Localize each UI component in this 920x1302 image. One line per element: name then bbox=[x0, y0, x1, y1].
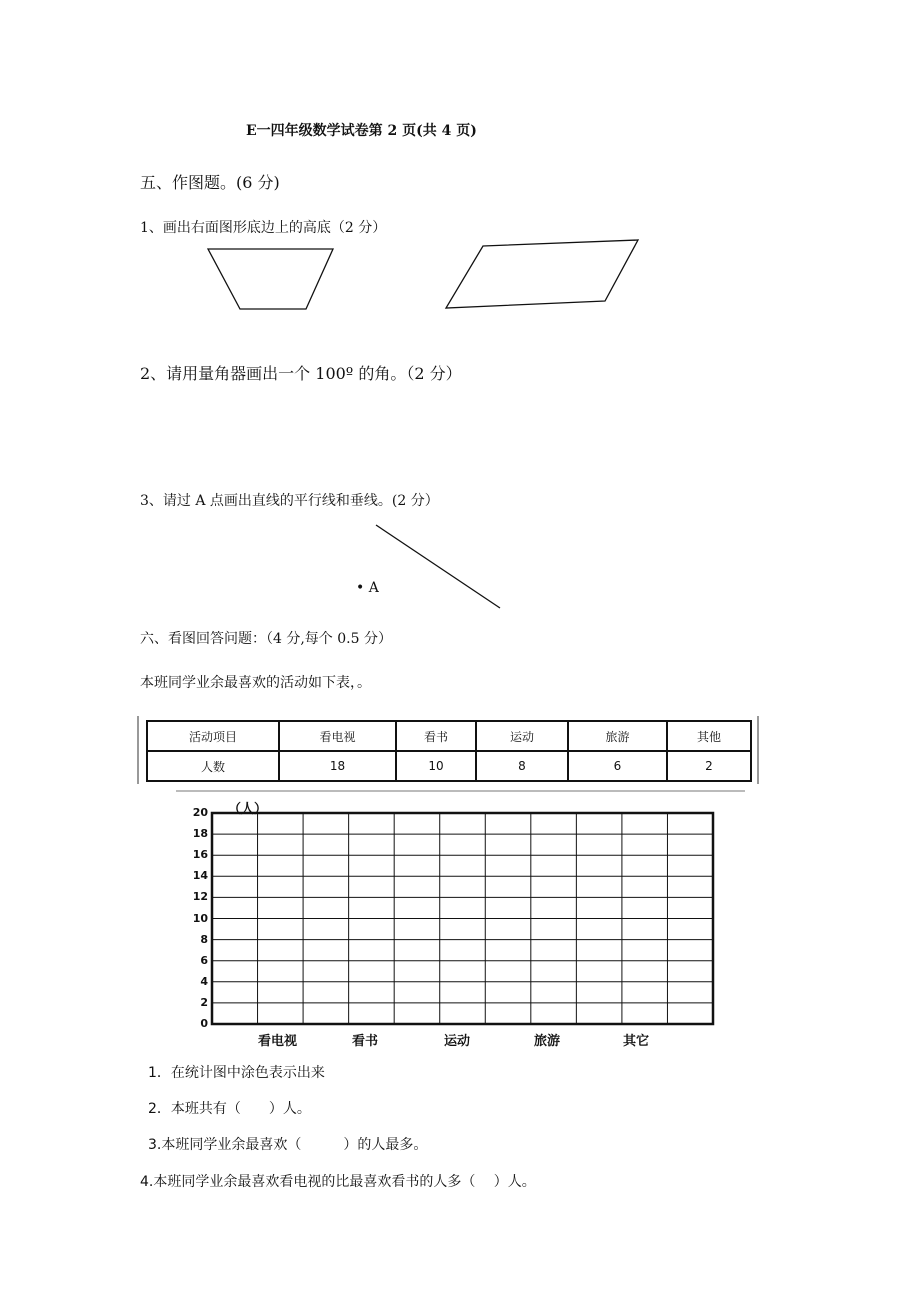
table-data-row bbox=[147, 751, 751, 781]
point-a-label: • A bbox=[356, 580, 379, 596]
x-category-label: 其它 bbox=[623, 1034, 650, 1049]
question-6-3: 3.本班同学业余最喜欢（ ）的人最多。 bbox=[148, 1137, 428, 1153]
reference-line bbox=[376, 525, 500, 608]
y-tick-label: 18 bbox=[192, 827, 208, 841]
y-tick-label: 6 bbox=[200, 953, 208, 967]
table-header-cell: 其他 bbox=[667, 721, 751, 751]
y-tick-label: 14 bbox=[192, 869, 208, 883]
y-tick-label: 4 bbox=[200, 974, 208, 988]
table-header-cell: 活动项目 bbox=[147, 721, 279, 751]
y-tick-label: 16 bbox=[192, 848, 208, 862]
table-header-cell: 运动 bbox=[476, 721, 568, 751]
page-header: E一四年级数学试卷第 2 页(共 4 页) bbox=[246, 123, 477, 139]
activity-table bbox=[146, 720, 752, 782]
x-category-label: 旅游 bbox=[534, 1034, 561, 1049]
y-tick-label: 10 bbox=[192, 911, 208, 925]
x-category-label: 看电视 bbox=[258, 1034, 298, 1049]
section-6-title: 六、看图回答问题：（4 分,每个 0.5 分） bbox=[140, 631, 392, 647]
x-category-label: 运动 bbox=[444, 1034, 471, 1049]
section-5-title: 五、作图题。(6 分) bbox=[140, 173, 280, 192]
y-tick-label: 12 bbox=[192, 890, 208, 904]
table-cell: 8 bbox=[476, 751, 568, 781]
table-cell: 6 bbox=[568, 751, 667, 781]
bar-chart-grid bbox=[212, 813, 713, 1024]
question-6-1: 1．在统计图中涂色表示出来 bbox=[148, 1065, 325, 1081]
question-5-3: 3、请过 A 点画出直线的平行线和垂线。(2 分） bbox=[140, 493, 439, 509]
y-axis-unit-label: （人） bbox=[228, 802, 268, 817]
table-header-cell: 旅游 bbox=[568, 721, 667, 751]
table-cell: 18 bbox=[279, 751, 396, 781]
table-cell: 人数 bbox=[147, 751, 279, 781]
section-6-intro: 本班同学业余最喜欢的活动如下表，。 bbox=[140, 675, 371, 691]
y-tick-label: 8 bbox=[200, 932, 208, 946]
table-header-row bbox=[147, 721, 751, 751]
table-cell: 2 bbox=[667, 751, 751, 781]
parallelogram-shape bbox=[446, 240, 638, 308]
table-cell: 10 bbox=[396, 751, 476, 781]
trapezoid-shape bbox=[208, 249, 333, 309]
question-5-2: 2、请用量角器画出一个 100º 的角。（2 分） bbox=[140, 364, 462, 383]
table-header-cell: 看电视 bbox=[279, 721, 396, 751]
x-category-label: 看书 bbox=[352, 1034, 379, 1049]
y-tick-label: 0 bbox=[200, 1017, 208, 1030]
y-tick-label: 2 bbox=[200, 995, 208, 1009]
table-header-cell: 看书 bbox=[396, 721, 476, 751]
question-6-4: 4.本班同学业余最喜欢看电视的比最喜欢看书的人多（ ）人。 bbox=[140, 1174, 536, 1190]
y-tick-label: 20 bbox=[192, 806, 208, 819]
question-5-1: 1、画出右面图形底边上的高底（2 分） bbox=[140, 220, 387, 236]
question-6-2: 2．本班共有（ ）人。 bbox=[148, 1101, 311, 1117]
